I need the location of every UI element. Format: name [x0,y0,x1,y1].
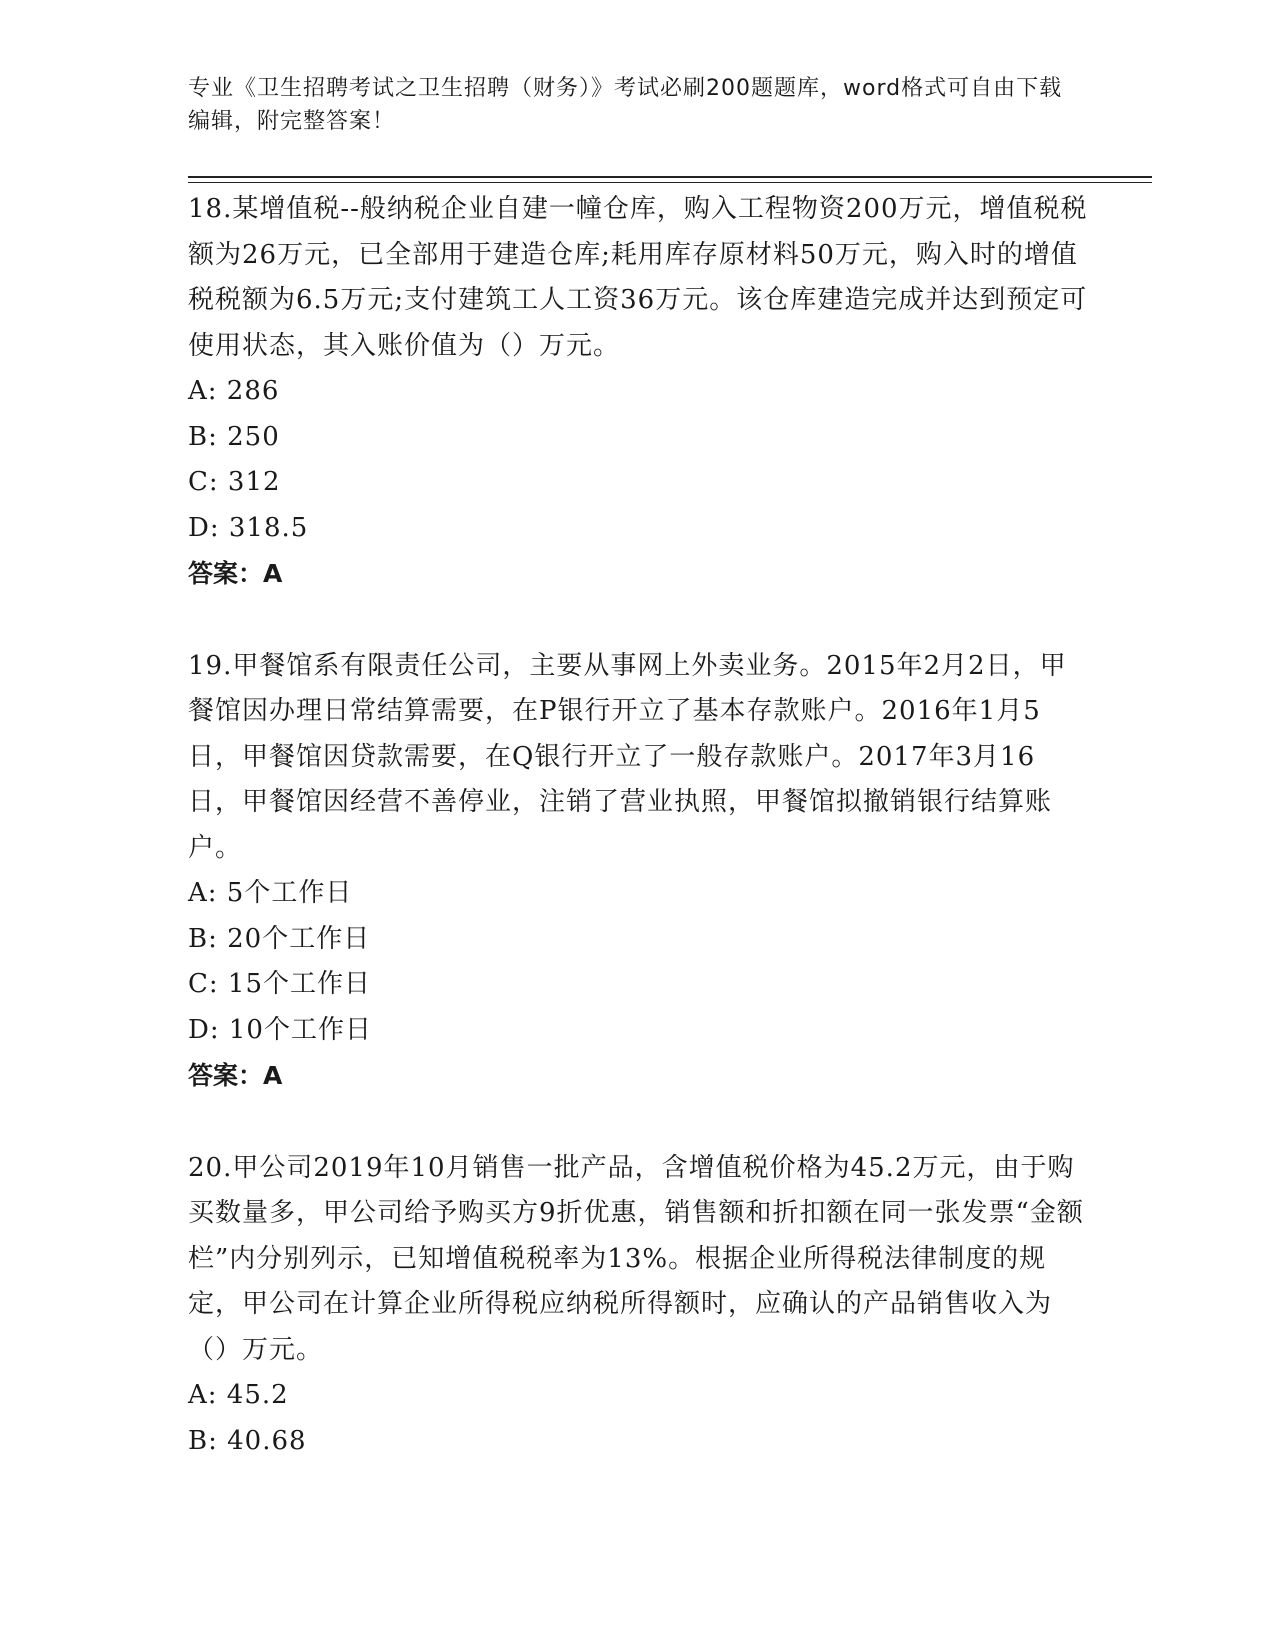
option-d: D: 318.5 [188,512,309,543]
question-18 [188,187,1088,597]
option-b: B: 40.68 [188,1425,307,1456]
option-a: A: 286 [188,376,280,406]
page-header: 专业《卫生招聘考试之卫生招聘（财务）》考试必刷200题题库，word格式可自由下载编辑，附完整答案！ [188,76,1063,134]
question-text: 20.甲公司2019年10月销售一批产品，含增值税价格为45.2万元，由于购买数量多，甲公司给予购买方9折优惠，销售额和折扣额在同一张发票“金额栏”内分别列示，已知增值税税率为13%。根据企业所得税法律制度的规定，甲公司在计算企业所得税应纳税所得额时，应确认的产品销售收入为（）万元。 [188,1152,1084,1365]
question-20 [188,1146,1088,1465]
answer: 答案：A [188,1061,283,1090]
header-divider-thin [188,182,1152,183]
option-b: B: 20个工作日 [188,923,371,954]
option-b: B: 250 [188,421,280,452]
option-c: C: 15个工作日 [188,969,372,999]
question-list [188,187,1088,1511]
question-text: 18.某增值税--般纳税企业自建一幢仓库，购入工程物资200万元，增值税税额为26万元，已全部用于建造仓库;耗用库存原材料50万元，购入时的增值税税额为6.5万元;支付建筑工人工资36万元。该仓库建造完成并达到预定可使用状态，其入账价值为（）万元。 [188,194,1088,361]
question-19 [188,644,1088,1099]
option-d: D: 10个工作日 [188,1014,372,1045]
option-c: C: 312 [188,467,281,497]
option-a: A: 45.2 [188,1380,289,1410]
option-a: A: 5个工作日 [188,878,353,908]
answer: 答案：A [188,559,283,588]
question-text: 19.甲餐馆系有限责任公司，主要从事网上外卖业务。2015年2月2日，甲餐馆因办理日常结算需要，在P银行开立了基本存款账户。2016年1月5日，甲餐馆因贷款需要，在Q银行开立了一般存款账户。2017年3月16日，甲餐馆因经营不善停业，注销了营业执照，甲餐馆拟撤销银行结算账户。 [188,650,1067,863]
header-divider-thick [188,176,1152,178]
